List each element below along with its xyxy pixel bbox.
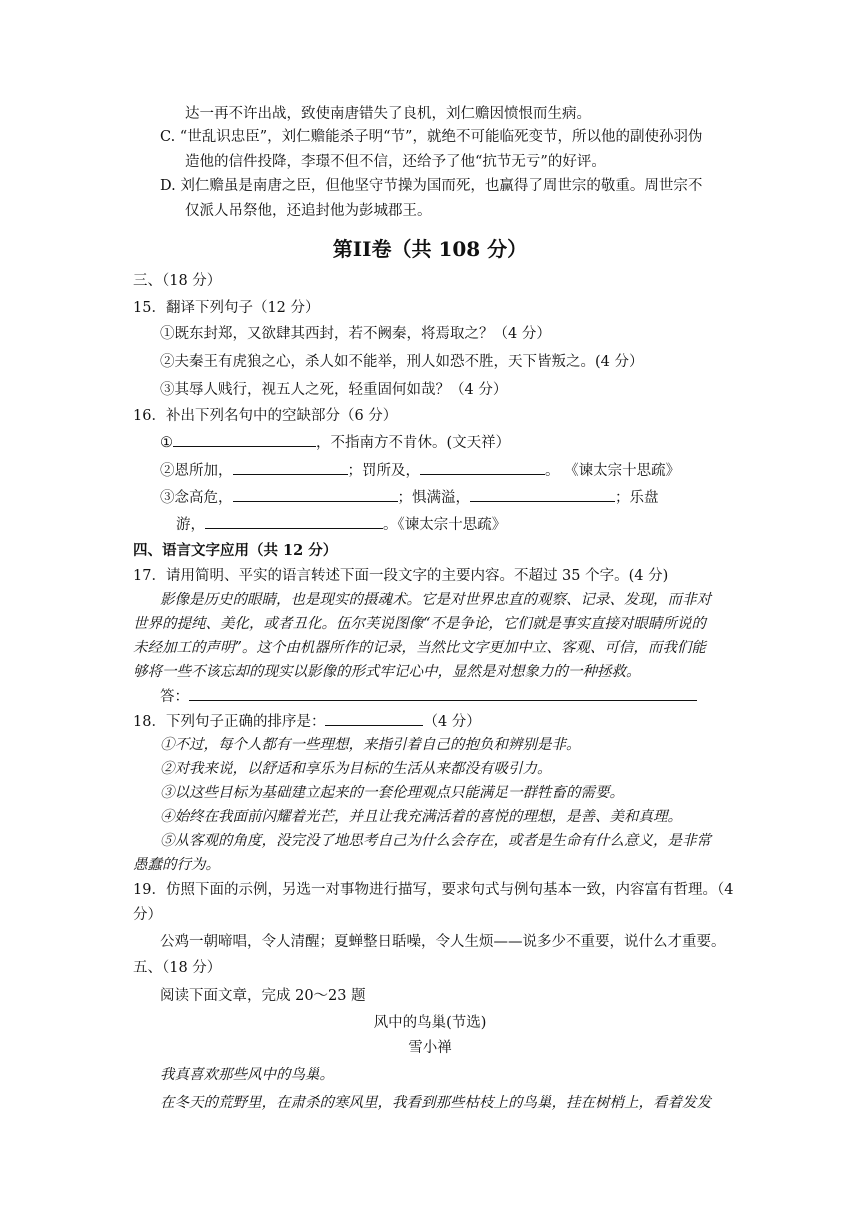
option-c-line2: 造他的信件投降，李璟不但不信，还给予了他“抗节无亏”的好评。 xyxy=(185,154,606,170)
answer-blank[interactable] xyxy=(233,460,348,475)
q16-item3-cont xyxy=(176,514,506,535)
q16-item3-a: ③念高危， xyxy=(160,490,233,506)
q16-item1-num: ① xyxy=(160,435,173,451)
q16-item3 xyxy=(160,487,659,508)
q17-passage-line3: 未经加工的声明”。这个由机器所作的记录，当然比文字更加中立、客观、可信，而我们能 xyxy=(133,640,706,656)
section3-header: 三、（18 分） xyxy=(133,273,222,289)
option-d-line1: D. 刘仁赡虽是南唐之臣，但他坚守节操为国而死，也赢得了周世宗的敬重。周世宗不 xyxy=(160,178,703,194)
essay-author: 雪小禅 xyxy=(408,1040,452,1056)
q16-item2-b: ；罚所及， xyxy=(347,463,420,479)
reading-intro: 阅读下面文章，完成 20～23 题 xyxy=(160,988,366,1004)
option-b-continuation: 达一再不许出战，致使南唐错失了良机，刘仁赡因愤恨而生病。 xyxy=(185,106,591,122)
q15-stem: 15．翻译下列句子（12 分） xyxy=(133,300,320,316)
option-c-line1: C. “世乱识忠臣”，刘仁赡能杀子明“节”，就绝不可能临死变节，所以他的副使孙羽伪 xyxy=(160,129,703,145)
q16-item1-text: ，不指南方不肯休。(文天祥） xyxy=(316,435,511,451)
q16-item1 xyxy=(160,432,510,453)
q18-stem xyxy=(133,711,481,732)
q16-item2-c: 。 《谏太宗十思疏》 xyxy=(545,463,681,479)
section4-header: 四、语言文字应用（共 12 分） xyxy=(133,542,338,559)
q18-item1: ①不过，每个人都有一些理想，来指引着自己的抱负和辨别是非。 xyxy=(160,737,581,753)
q18-item2: ②对我来说，以舒适和享乐为目标的生活从来都没有吸引力。 xyxy=(160,761,552,777)
q18-item5-line2: 愚蠢的行为。 xyxy=(133,857,220,873)
q15-item2: ②夫秦王有虎狼之心，杀人如不能举，刑人如恐不胜，天下皆叛之。(4 分） xyxy=(160,354,644,370)
essay-paragraph2: 在冬天的荒野里，在肃杀的寒风里，我看到那些枯枝上的鸟巢，挂在树梢上，看着发发 xyxy=(160,1095,711,1111)
essay-title: 风中的鸟巢(节选) xyxy=(373,1015,487,1031)
q15-item1: ①既东封郑，又欲肆其西封，若不阙秦，将焉取之？（4 分） xyxy=(160,326,551,342)
q17-stem: 17．请用简明、平实的语言转述下面一段文字的主要内容。不超过 35 个字。(4 分) xyxy=(133,568,669,584)
section5-header: 五、（18 分） xyxy=(133,960,222,976)
q17-answer-line xyxy=(160,686,697,707)
q16-item2-a: ②恩所加， xyxy=(160,463,233,479)
essay-paragraph1: 我真喜欢那些风中的鸟巢。 xyxy=(160,1067,334,1083)
q18-item5-line1: ⑤从客观的角度，没完没了地思考自己为什么会存在，或者是生命有什么意义，是非常 xyxy=(160,833,711,849)
answer-blank[interactable] xyxy=(233,487,398,502)
q19-example: 公鸡一朝啼唱，令人清醒；夏蝉整日聒噪，令人生烦——说多少不重要，说什么才重要。 xyxy=(160,934,726,950)
q18-stem-text: 18．下列句子正确的排序是： xyxy=(133,714,326,730)
section2-title: 第II卷（共 108 分） xyxy=(332,237,528,261)
q18-item3: ③以这些目标为基础建立起来的一套伦理观点只能满足一群牲畜的需要。 xyxy=(160,785,624,801)
q19-stem-line1: 19．仿照下面的示例，另选一对事物进行描写，要求句式与例句基本一致，内容富有哲理。（4 xyxy=(133,882,734,898)
q16-stem: 16．补出下列名句中的空缺部分（6 分） xyxy=(133,408,398,424)
answer-blank[interactable] xyxy=(325,711,423,726)
q16-item3-e: 。《谏太宗十思疏》 xyxy=(383,517,507,533)
answer-blank[interactable] xyxy=(205,514,383,529)
q17-passage-line2: 世界的提纯、美化，或者丑化。伍尔芙说图像“不是争论，它们就是事实直接对眼睛所说的 xyxy=(133,616,706,632)
answer-label: 答： xyxy=(160,689,189,705)
q17-passage-line4: 够将一些不该忘却的现实以影像的形式牢记心中，显然是对想象力的一种拯救。 xyxy=(133,664,641,680)
q17-passage-line1: 影像是历史的眼睛，也是现实的摄魂术。它是对世界忠直的观察、记录、发现，而非对 xyxy=(160,592,711,608)
answer-blank[interactable] xyxy=(470,487,615,502)
answer-blank[interactable] xyxy=(173,432,316,447)
q16-item3-d: 游， xyxy=(176,517,205,533)
q16-item2 xyxy=(160,460,680,481)
answer-blank[interactable] xyxy=(420,460,545,475)
q16-item3-b: ；惧满溢， xyxy=(397,490,470,506)
q15-item3: ③其辱人贱行，视五人之死，轻重固何如哉？（4 分） xyxy=(160,382,508,398)
q18-stem-score: （4 分） xyxy=(423,714,481,730)
q18-item4: ④始终在我面前闪耀着光芒，并且让我充满活着的喜悦的理想，是善、美和真理。 xyxy=(160,809,682,825)
q19-stem-line2: 分） xyxy=(133,907,162,923)
option-d-line2: 仅派人吊祭他，还追封他为彭城郡王。 xyxy=(185,203,432,219)
q16-item3-c: ；乐盘 xyxy=(615,490,659,506)
answer-blank[interactable] xyxy=(189,686,697,701)
